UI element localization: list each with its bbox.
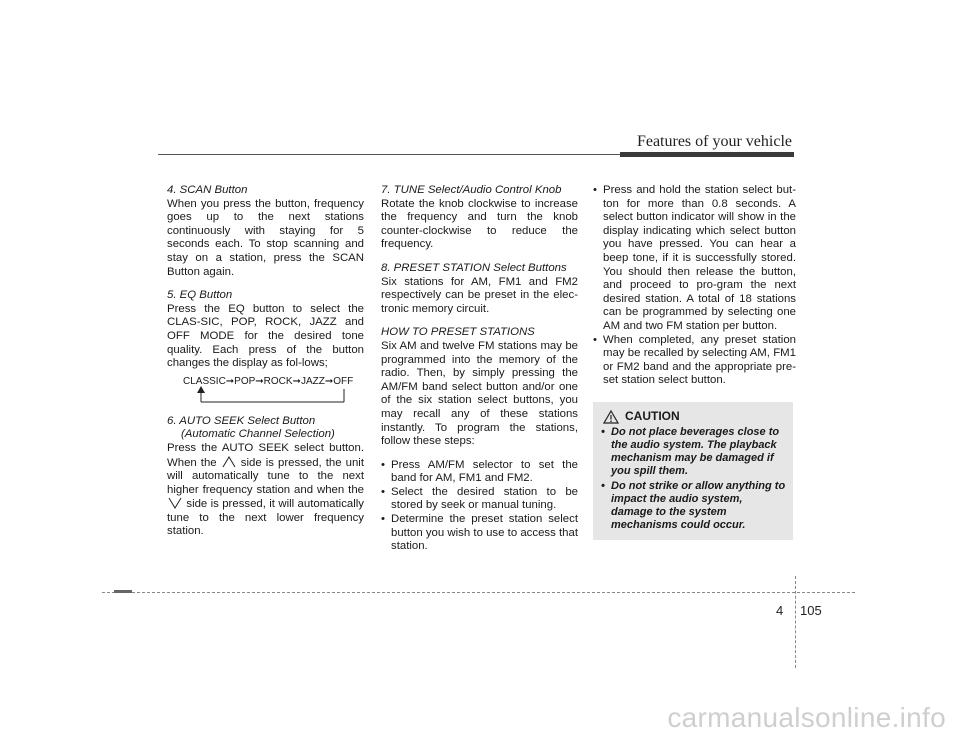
header-title: Features of your vehicle [636,133,792,150]
caution-item: • Do not place beverages close to the audio system. The playback mechanism may be damaged if you spill them. [601,425,780,477]
footer-divider [795,576,796,668]
list-item: • When completed, any preset station may be recalled by selecting AM, FM1 or FM2 band and the appropriate pre-set station select button. [593,333,796,387]
preset-heading: 8. PRESET STATION Select Buttons [381,261,567,274]
seek-down-icon [167,497,183,509]
list-item: • Press AM/FM selector to set the band for AM, FM1 and FM2. [381,458,578,485]
seek-body-part-c: side is pressed, it will automatically tune to the next lower frequency station. [167,498,364,538]
seek-subheading: (Automatic Channel Selection) [181,428,335,441]
warning-triangle-icon [603,410,619,424]
column-2 [381,184,578,554]
tune-body: Rotate the knob clockwise to increase the frequency and turn the knob counter-clockwise to reduce the frequency. [381,197,578,251]
watermark: carmanualsonline.info [667,702,946,733]
list-item: • Determine the preset station select button you wish to use to access that station. [381,513,578,553]
seek-heading: 6. AUTO SEEK Select Button [167,414,316,427]
seek-body [167,442,364,539]
scan-heading: 4. SCAN Button [167,184,248,196]
how-to-body: Six AM and twelve FM stations may be programmed into the memory of the radio. Then, by simply pressing the AM/FM band select button and/or one of the six station select buttons, you may recall any of these stations instantly. To program the stations, follow these steps: [381,339,578,448]
caution-box [593,402,793,540]
header-rule-thick [620,152,794,157]
seek-body-part-b: side is pressed, the unit will automatically tune to the next higher frequency station and when the [167,456,365,496]
scan-body: When you press the button, frequency goes up to the next stations continuously with staying for 5 seconds each. To stop scanning and stay on a station, press the SCAN Button again. [167,197,364,278]
caution-item: • Do not strike or allow anything to impact the audio system, damage to the system mechanisms could occur. [601,479,786,531]
chapter-number: 4 [776,603,784,618]
footer-rule-mark [114,590,132,593]
seek-up-icon [221,456,237,468]
footer-rule [102,592,855,593]
caution-header [603,410,787,424]
list-item: • Press and hold the station select but-ton for more than 0.8 seconds. A select button indicator will show in the display indicating which select button you have pressed. You can hear a beep tone, if it is successfully stored. You should then release the button, and proceed to pro-gram the next desired station. A total of 18 stations can be programmed by selecting one AM and two FM station per button. [593,184,796,332]
eq-body: Press the EQ button to select the CLAS-SIC, POP, ROCK, JAZZ and OFF MODE for the desired tone quality. Each press of the button changes the display as fol-lows; [167,302,364,370]
eq-cycle-label: CLASSIC➞POP➞ROCK➞JAZZ➞OFF [183,375,354,387]
how-to-heading: HOW TO PRESET STATIONS [381,326,535,339]
eq-cycle-diagram [167,375,364,403]
column-3 [593,184,796,540]
column-1 [167,184,364,539]
caution-title: CAUTION [625,409,680,424]
list-item: • Select the desired station to be stored by seek or manual tuning. [381,485,578,512]
eq-heading: 5. EQ Button [167,289,233,302]
preset-body: Six stations for AM, FM1 and FM2 respectively can be preset in the elec-tronic memory circuit. [381,275,578,315]
seek-body-part-a: Press the AUTO SEEK select button. When the [167,441,364,469]
page-number: 105 [800,603,822,618]
tune-heading: 7. TUNE Select/Audio Control Knob [381,184,562,196]
